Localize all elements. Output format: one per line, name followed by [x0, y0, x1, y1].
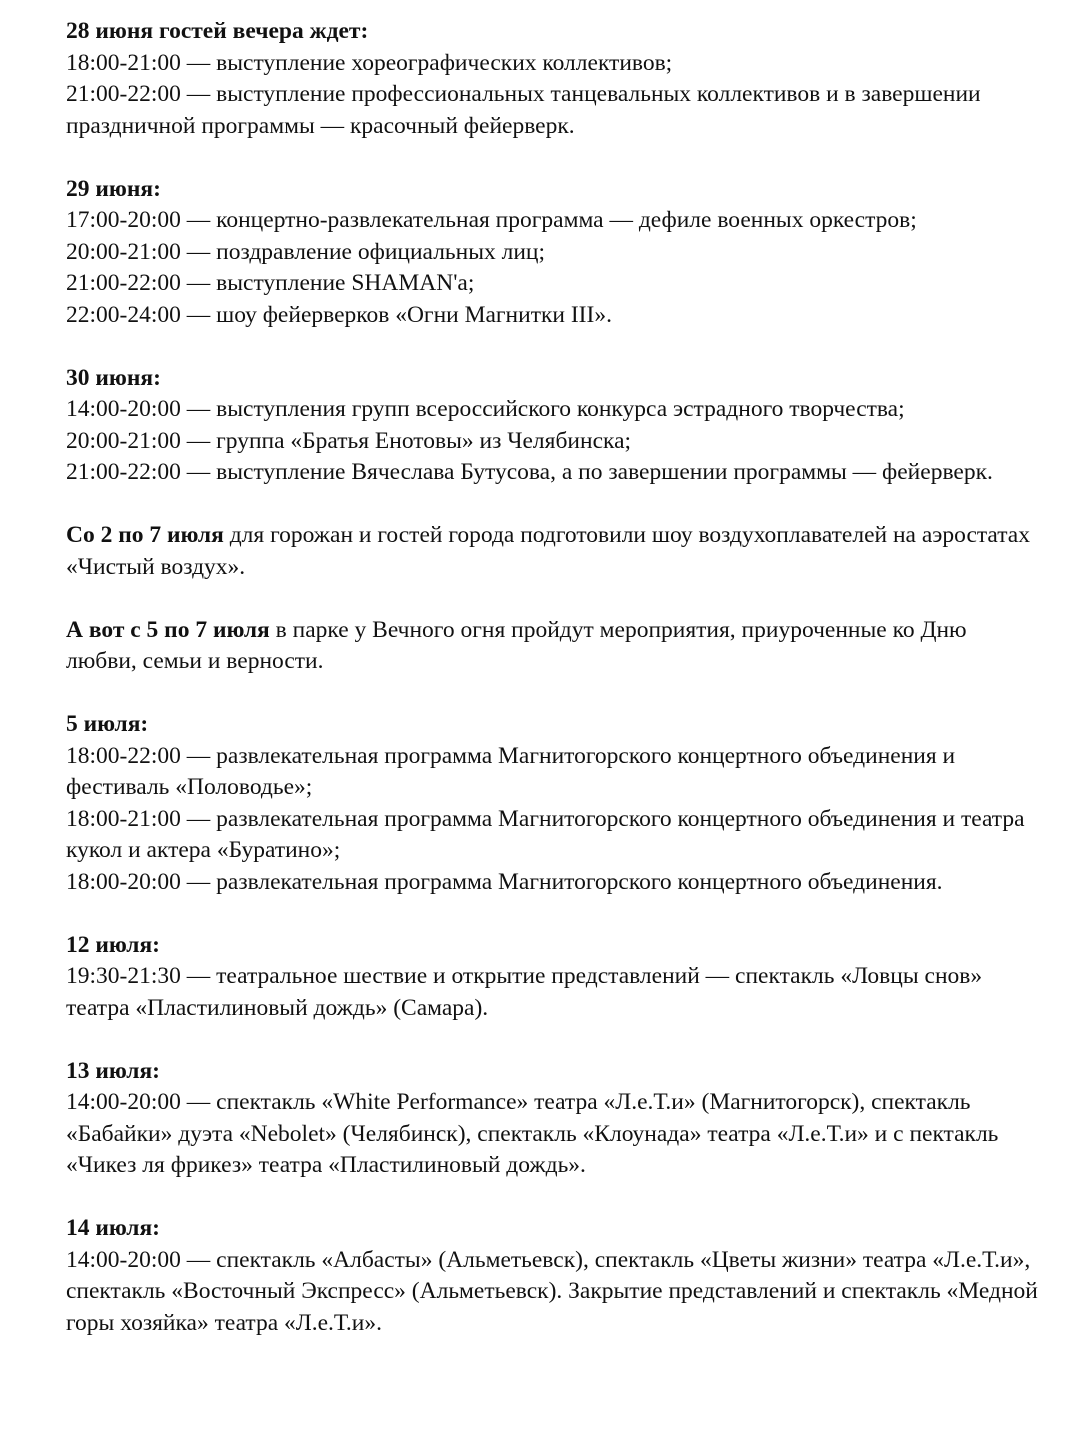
schedule-section-july-13 — [66, 1056, 1040, 1182]
schedule-section-july-5 — [66, 709, 1040, 898]
schedule-section-june-30 — [66, 363, 1040, 489]
schedule-line: 22:00-24:00 — шоу фейерверков «Огни Магнитки III». — [66, 301, 612, 328]
schedule-line: 14:00-20:00 — спектакль «White Performance» театра «Л.е.Т.и» (Магнитогорск), спектакль «Бабайки» дуэта «Nebolet» (Челябинск), спектакль «Клоунада» театра «Л.е.Т.и» и с пектакль «Чикез ля фрикез» театра «Пластилиновый дождь». — [66, 1089, 999, 1178]
schedule-line: 17:00-20:00 — концертно-развлекательная программа — дефиле военных оркестров; — [66, 207, 917, 233]
paragraph-text: в парке у Вечного огня пройдут мероприятия, приуроченные ко Дню любви, семьи и верности. — [66, 616, 967, 674]
section-heading: 5 июля: — [66, 711, 149, 737]
schedule-line: 18:00-21:00 — выступление хореографических коллективов; — [66, 49, 673, 76]
paragraph-bold-lead: Со 2 по 7 июля — [66, 522, 224, 548]
schedule-line: 21:00-22:00 — выступление профессиональных танцевальных коллективов и в завершении праздничной программы — красочный фейерверк. — [66, 81, 981, 139]
schedule-section-july-12 — [66, 930, 1040, 1025]
family-day-paragraph — [66, 615, 1040, 678]
schedule-line: 21:00-22:00 — выступление SHAMAN'а; — [66, 270, 475, 296]
schedule-line: 14:00-20:00 — выступления групп всероссийского конкурса эстрадного творчества; — [66, 396, 905, 422]
schedule-line: 18:00-22:00 — развлекательная программа Магнитогорского концертного объединения и фестиваль «Половодье»; — [66, 742, 956, 800]
section-heading: 30 июня: — [66, 364, 161, 391]
paragraph-bold-lead: А вот с 5 по 7 июля — [66, 616, 270, 643]
section-heading: 28 июня гостей вечера ждет: — [66, 18, 369, 44]
schedule-line: 14:00-20:00 — спектакль «Албасты» (Альметьевск), спектакль «Цветы жизни» театра «Л.е.Т.и», спектакль «Восточный Экспресс» (Альметьевск). Закрытие представлений и спектакль «Медной горы хозяйка» театра «Л.е.Т.и». — [66, 1246, 1038, 1336]
section-heading: 29 июня: — [66, 175, 161, 202]
schedule-line: 18:00-21:00 — развлекательная программа Магнитогорского концертного объединения и театра кукол и актера «Буратино»; — [66, 805, 1025, 863]
section-heading: 14 июля: — [66, 1215, 161, 1241]
schedule-section-june-28 — [66, 16, 1040, 142]
schedule-line: 20:00-21:00 — группа «Братья Енотовы» из Челябинска; — [66, 427, 632, 454]
section-heading: 12 июля: — [66, 931, 161, 958]
schedule-line: 20:00-21:00 — поздравление официальных лиц; — [66, 238, 546, 265]
schedule-section-july-14 — [66, 1213, 1040, 1339]
paragraph-text: для горожан и гостей города подготовили шоу воздухоплавателей на аэростатах «Чистый воздух». — [66, 522, 1030, 580]
schedule-line: 21:00-22:00 — выступление Вячеслава Бутусова, а по завершении программы — фейерверк. — [66, 459, 993, 485]
schedule-section-june-29 — [66, 174, 1040, 332]
section-heading: 13 июля: — [66, 1057, 161, 1084]
balloon-show-paragraph — [66, 520, 1040, 583]
schedule-line: 19:30-21:30 — театральное шествие и открытие представлений — спектакль «Ловцы снов» театра «Пластилиновый дождь» (Самара). — [66, 963, 983, 1021]
schedule-line: 18:00-20:00 — развлекательная программа Магнитогорского концертного объединения. — [66, 868, 943, 895]
